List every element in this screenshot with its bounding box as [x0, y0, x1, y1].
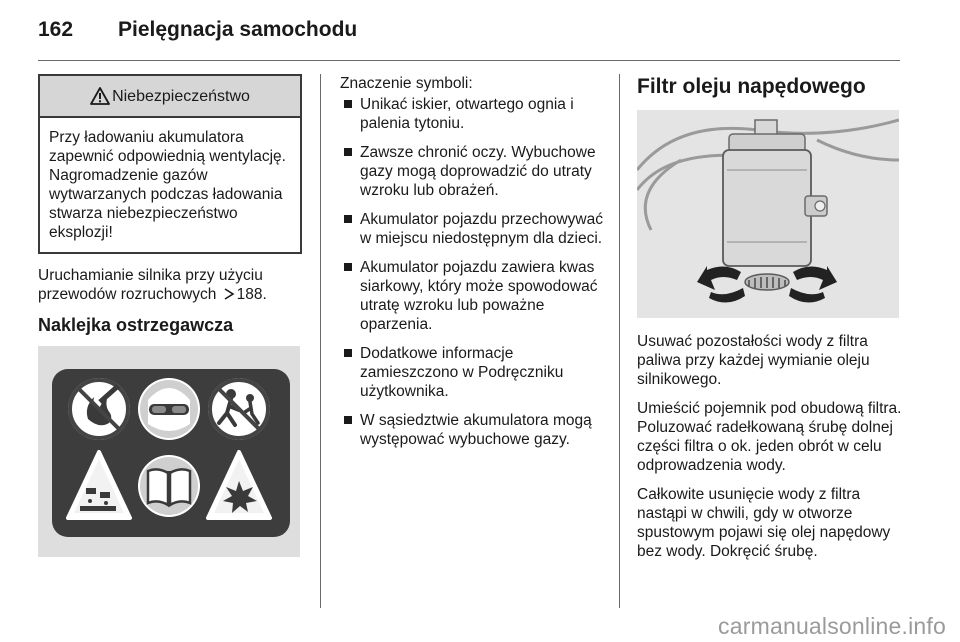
diesel-filter-heading: Filtr oleju napędowego [637, 75, 866, 98]
read-manual-icon [138, 455, 200, 517]
bullet-icon [344, 100, 352, 108]
bullet-icon [344, 263, 352, 271]
knurled-screw [745, 274, 789, 290]
eye-protection-icon [138, 378, 200, 440]
list-item [340, 95, 604, 133]
warning-sticker-image [38, 346, 300, 557]
danger-header [40, 76, 300, 118]
left-column [38, 74, 302, 557]
list-item-text: Dodatkowe informacje zamieszczono w Podręczniku użytkownika. [360, 345, 564, 400]
symbols-list [340, 95, 604, 449]
page-title: Pielęgnacja samochodu [118, 18, 358, 41]
bullet-icon [344, 416, 352, 424]
list-item [340, 143, 604, 200]
paragraph-tighten-screw: Całkowite usunięcie wody z filtra nastąpi w chwili, gdy w otworze spustowym pojawi się olej napędowy bez wody. Dokręcić śrubę. [637, 486, 891, 560]
paragraph-loosen-screw: Umieścić pojemnik pod obudową filtra. Poluzować radełkowaną śrubę dolnej części filtra o ok. jeden obrót w celu odprowadzenia wody. [637, 400, 902, 474]
list-item [340, 210, 604, 248]
page-number: 162 [38, 18, 74, 41]
list-item-text: Unikać iskier, otwartego ognia i palenia tytoniu. [360, 96, 574, 132]
jump-start-text: Uruchamianie silnika przy użyciu przewodów rozruchowych [38, 267, 263, 303]
watermark: carmanualsonline.info [718, 613, 946, 639]
paragraph-remove-water: Usuwać pozostałości wody z filtra paliwa przy każdej wymianie oleju silnikowego. [637, 333, 870, 388]
column-divider-left [320, 74, 321, 608]
list-item-text: Akumulator pojazdu przechowywać w miejscu niedostępnym dla dzieci. [360, 211, 603, 247]
column-divider-right [619, 74, 620, 608]
danger-text: Przy ładowaniu akumulatora zapewnić odpowiednią wentylację. Nagromadzenie gazów wytwarzanych podczas ładowania stwarza niebezpieczeństwo eksplozji! [49, 129, 286, 241]
list-item [340, 344, 604, 401]
right-column [637, 74, 902, 571]
keep-children-away-icon [208, 378, 270, 440]
no-fire-icon [68, 378, 130, 440]
symbols-title: Znaczenie symboli: [340, 75, 473, 92]
sticker-heading: Naklejka ostrzegawcza [38, 315, 234, 335]
jump-start-page-ref[interactable]: 188. [236, 286, 267, 303]
list-item-text: Zawsze chronić oczy. Wybuchowe gazy mogą doprowadzić do utraty wzroku lub obrażeń. [360, 144, 596, 199]
jump-start-note [38, 266, 302, 304]
header-rule [38, 60, 900, 61]
danger-box [38, 74, 302, 254]
filter-housing [723, 120, 827, 266]
danger-heading: Niebezpieczeństwo [112, 87, 250, 105]
list-item-text: Akumulator pojazdu zawiera kwas siarkowy, który może spowodować utratę wzroku lub poważne oparzenia. [360, 259, 598, 333]
page-reference-arrow-icon [223, 288, 235, 300]
warning-triangle-icon [90, 87, 110, 105]
fuel-filter-image [637, 110, 899, 318]
list-item-text: W sąsiedztwie akumulatora mogą występować wybuchowe gazy. [360, 412, 592, 448]
list-item [340, 258, 604, 334]
bullet-icon [344, 148, 352, 156]
bullet-icon [344, 215, 352, 223]
list-item [340, 411, 604, 449]
bullet-icon [344, 349, 352, 357]
middle-column [340, 74, 604, 459]
